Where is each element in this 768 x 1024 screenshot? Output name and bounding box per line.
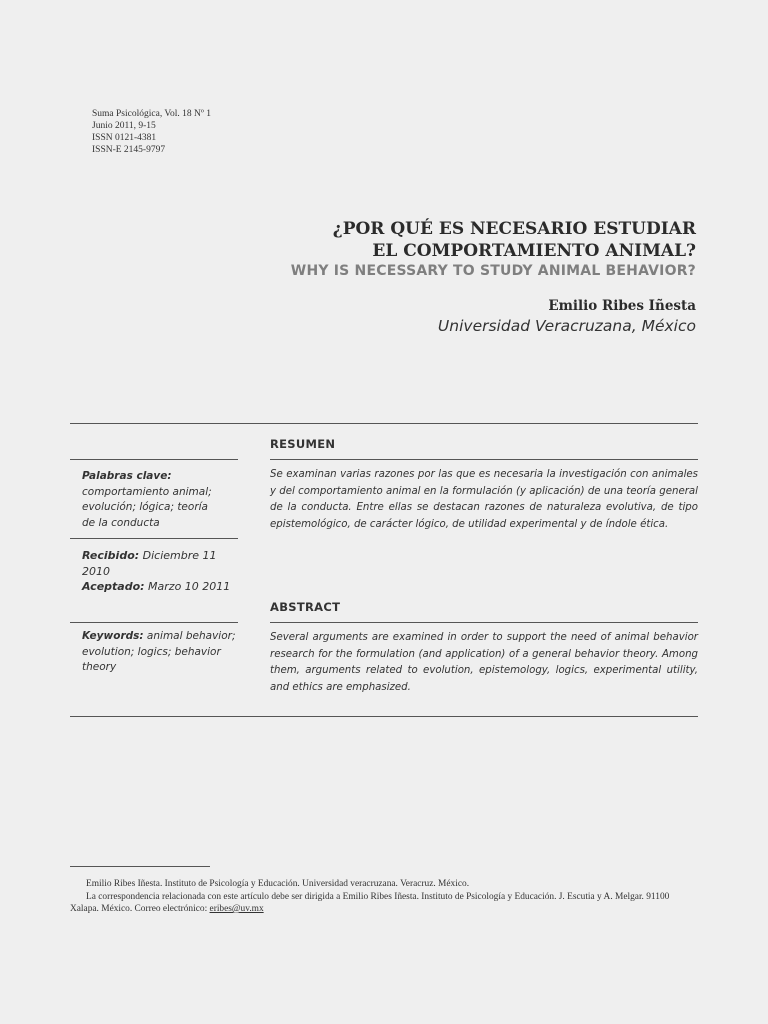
abstract-heading: ABSTRACT	[270, 600, 341, 614]
journal-issn: ISSN 0121-4381	[92, 133, 157, 143]
author-affiliation: Universidad Veracruzana, México	[437, 317, 696, 335]
journal-date: Junio 2011, 9-15	[92, 121, 156, 131]
received-label: Recibido:	[82, 549, 140, 562]
journal-issn-e: ISSN-E 2145-9797	[92, 145, 166, 155]
title-spanish-line2: EL COMPORTAMIENTO ANIMAL?	[372, 241, 696, 261]
received-value: Diciembre 11 2010	[82, 549, 217, 578]
sidebar-divider-3	[70, 622, 238, 623]
author-name: Emilio Ribes Iñesta	[548, 298, 696, 314]
journal-volume: Suma Psicológica, Vol. 18 Nº 1	[92, 109, 211, 119]
keywords-label: Keywords:	[82, 630, 144, 642]
palabras-clave-label: Palabras clave:	[82, 470, 172, 482]
email-link[interactable]: eribes@uv.mx	[209, 904, 264, 914]
title-spanish-line1: ¿POR QUÉ ES NECESARIO ESTUDIAR	[332, 219, 696, 239]
keywords	[82, 629, 242, 676]
palabras-clave-line2: evolución; lógica; teoría	[82, 501, 208, 513]
palabras-clave-line3: de la conducta	[82, 516, 160, 529]
palabras-clave-line1: comportamiento animal;	[82, 485, 212, 498]
journal-info	[92, 108, 211, 156]
resumen-text: Se examinan varias razones por las que es necesaria la investigación con animales y del comportamiento animal en la formulación (y aplicación) de una teoría general de la conducta. Entre ellas se destacan razones de naturaleza evolutiva, de tipo epistemológico, de carácter lógico, de utilidad experimental y de índole ética.	[270, 469, 698, 530]
accepted-label: Aceptado:	[82, 580, 145, 593]
sidebar-divider-1	[70, 459, 238, 460]
resumen-divider	[270, 459, 698, 460]
received-date	[82, 548, 242, 579]
accepted-value: Marzo 10 2011	[144, 580, 231, 593]
keywords-text: animal behavior; evolution; logics; behavior theory	[82, 630, 236, 673]
bottom-divider	[70, 716, 698, 717]
footnotes	[70, 878, 700, 916]
abstract-text: Several arguments are examined in order to support the need of animal behavior research for the formulation (and application) of a general behavior theory. Among them, arguments related to evolution, epistemology, logics, experimental utility, and ethics are emphasized.	[270, 632, 698, 693]
title-english: WHY IS NECESSARY TO STUDY ANIMAL BEHAVIOR?	[290, 263, 696, 279]
footnote-correspondence	[70, 891, 700, 916]
footnote-rule	[70, 866, 210, 867]
palabras-clave	[82, 469, 242, 531]
dates-block	[82, 548, 242, 595]
resumen-heading: RESUMEN	[270, 437, 336, 451]
abstract-divider	[270, 622, 698, 623]
accepted-date	[82, 579, 242, 595]
footnote-affiliation: Emilio Ribes Iñesta. Instituto de Psicología y Educación. Universidad veracruzana. Veracruz. México.	[86, 879, 470, 889]
title-spanish	[176, 218, 696, 262]
top-divider	[70, 423, 698, 424]
sidebar-divider-2	[70, 538, 238, 539]
footnote-correspondence-text: La correspondencia relacionada con este artículo debe ser dirigida a Emilio Ribes Iñesta. Instituto de Psicología y Educación. J. Escutia y A. Melgar. 91100 Xalapa. México. Correo electrónico:	[70, 891, 670, 914]
